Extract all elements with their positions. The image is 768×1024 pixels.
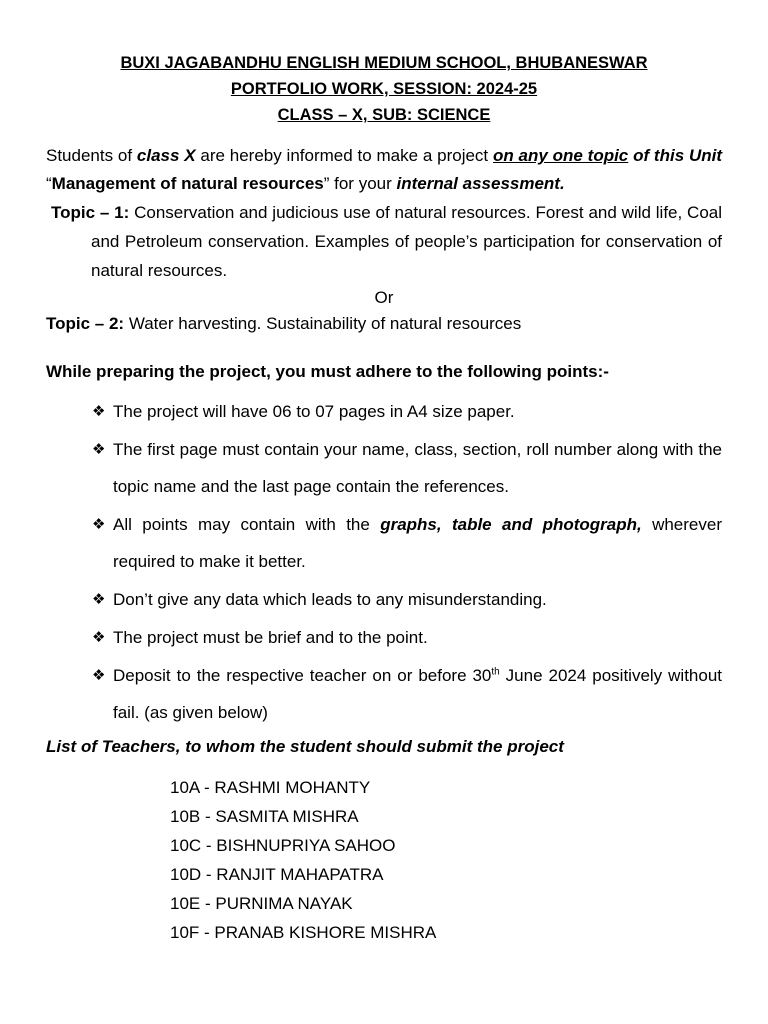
intro-internal-assessment: internal assessment.	[396, 174, 565, 193]
diamond-bullet-icon: ❖	[92, 515, 106, 533]
list-item	[92, 619, 722, 656]
teacher-item: 10B - SASMITA MISHRA	[170, 807, 359, 826]
topic-2-label: Topic – 2:	[46, 314, 125, 333]
or-separator: Or	[374, 288, 394, 307]
intro-of-this-unit: of this Unit	[633, 146, 723, 165]
point-emphasis: graphs, table and photograph,	[380, 515, 642, 534]
topic-2	[46, 311, 722, 337]
list-item	[92, 657, 722, 731]
teacher-item: 10C - BISHNUPRIYA SAHOO	[170, 836, 396, 855]
diamond-bullet-icon: ❖	[92, 590, 106, 608]
teacher-item: 10E - PURNIMA NAYAK	[170, 894, 353, 913]
school-name: BUXI JAGABANDHU ENGLISH MEDIUM SCHOOL, BHUBANESWAR	[120, 54, 648, 72]
ordinal-suffix: th	[491, 666, 500, 678]
topic-2-text: Water harvesting. Sustainability of natural resources	[124, 314, 522, 333]
intro-text-4: “	[46, 174, 52, 193]
teachers-list	[170, 773, 722, 947]
diamond-bullet-icon: ❖	[92, 440, 106, 458]
point-text: All points may contain with the	[113, 515, 381, 534]
points-heading: While preparing the project, you must adhere to the following points:-	[46, 362, 609, 381]
list-item	[92, 393, 722, 430]
point-text: wherever required to make it better.	[113, 515, 722, 571]
points-list	[46, 393, 722, 731]
topic-1-label: Topic – 1:	[51, 203, 130, 222]
point-text: Don’t give any data which leads to any misunderstanding.	[113, 590, 547, 609]
list-item	[92, 431, 722, 505]
point-text: The project must be brief and to the point.	[113, 628, 428, 647]
teacher-item: 10D - RANJIT MAHAPATRA	[170, 865, 384, 884]
teachers-heading: List of Teachers, to whom the student should submit the project	[46, 737, 564, 756]
point-text: June 2024 positively without fail. (as given below)	[113, 666, 723, 722]
class-subject: CLASS – X, SUB: SCIENCE	[277, 106, 491, 124]
diamond-bullet-icon: ❖	[92, 402, 106, 420]
topic-1	[46, 198, 722, 285]
intro-class-x: class X	[136, 146, 196, 165]
teacher-item: 10A - RASHMI MOHANTY	[170, 778, 371, 797]
point-text: The first page must contain your name, class, section, roll number along with the topic name and the last page contain the references.	[113, 440, 722, 496]
point-text: The project will have 06 to 07 pages in A4 size paper.	[113, 402, 515, 421]
intro-text-5: ” for your	[323, 174, 397, 193]
document-header	[46, 50, 722, 128]
intro-text-1: Students of	[46, 146, 137, 165]
point-text: Deposit to the respective teacher on or before 30	[113, 666, 492, 685]
intro-any-topic: on any one topic	[492, 146, 629, 165]
diamond-bullet-icon: ❖	[92, 628, 106, 646]
diamond-bullet-icon: ❖	[92, 666, 106, 684]
teacher-item: 10F - PRANAB KISHORE MISHRA	[170, 923, 437, 942]
list-item	[92, 506, 722, 580]
portfolio-session: PORTFOLIO WORK, SESSION: 2024-25	[230, 80, 538, 98]
list-item	[92, 581, 722, 618]
intro-paragraph	[46, 142, 722, 198]
topic-1-text: Conservation and judicious use of natural resources. Forest and wild life, Coal and Petroleum conservation. Examples of people’s participation for conservation of natural resources.	[91, 203, 723, 280]
intro-unit-name: Management of natural resources	[51, 174, 324, 193]
intro-text-2: are hereby informed to make a project	[195, 146, 493, 165]
